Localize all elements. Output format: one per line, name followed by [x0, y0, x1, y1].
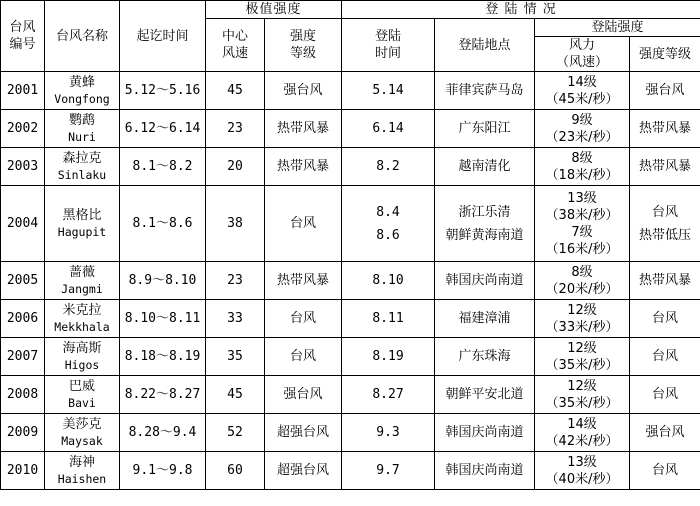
peak-level: 强台风 — [265, 72, 342, 110]
landfall-speed-value: （38米/秒） — [545, 207, 619, 223]
landfall-place — [435, 262, 535, 300]
landfall-place-value: 浙江乐清 — [458, 204, 511, 220]
landfall-time-value: 5.14 — [372, 83, 404, 98]
landfall-place-value: 韩国庆尚南道 — [445, 425, 524, 440]
table-row — [1, 262, 700, 300]
landfall-time — [342, 300, 435, 338]
landfall-speed-value: （33米/秒） — [545, 319, 619, 335]
landfall-level-value: 台风 — [652, 349, 679, 364]
landfall-time-value: 9.7 — [376, 463, 400, 478]
peak-level: 台风 — [265, 186, 342, 262]
landfall-place — [435, 186, 535, 262]
landfall-level — [630, 148, 700, 186]
landfall-speed-value: （35米/秒） — [545, 357, 619, 373]
table-row — [1, 338, 700, 376]
landfall-place — [435, 72, 535, 110]
landfall-place-value: 越南清化 — [458, 159, 511, 174]
peak-wind: 45 — [206, 376, 265, 414]
typhoon-name-cn: 蔷薇 — [68, 264, 95, 280]
landfall-level-value: 热带风暴 — [639, 121, 692, 136]
header-landfall-wind: 风力 （风速） — [535, 37, 630, 72]
peak-level: 超强台风 — [265, 452, 342, 490]
typhoon-id: 2003 — [1, 148, 45, 186]
table-row — [1, 72, 700, 110]
peak-wind: 35 — [206, 338, 265, 376]
typhoon-name-en: Maysak — [61, 433, 103, 448]
typhoon-name-en: Higos — [64, 357, 100, 372]
landfall-force — [535, 452, 630, 490]
typhoon-name-cn: 美莎克 — [62, 416, 102, 432]
landfall-place-value: 韩国庆尚南道 — [445, 463, 524, 478]
landfall-place-value: 广东阳江 — [458, 121, 511, 136]
landfall-speed-value: （42米/秒） — [545, 433, 619, 449]
typhoon-name-en: Bavi — [68, 395, 96, 410]
landfall-force — [535, 338, 630, 376]
landfall-level — [630, 300, 700, 338]
landfall-time — [342, 262, 435, 300]
header-landfall-time: 登陆 时间 — [342, 19, 435, 72]
typhoon-name-en: Mekkhala — [54, 319, 110, 334]
peak-level: 热带风暴 — [265, 262, 342, 300]
landfall-force-value: 14级 — [567, 74, 597, 90]
header-peak-group: 极值强度 — [206, 1, 342, 19]
typhoon-period: 5.12～5.16 — [120, 72, 206, 110]
peak-level: 强台风 — [265, 376, 342, 414]
typhoon-name-cn: 森拉克 — [62, 150, 102, 166]
table-row — [1, 148, 700, 186]
landfall-force-value: 9级 — [571, 112, 593, 128]
landfall-speed-value: （18米/秒） — [545, 167, 619, 183]
landfall-force-value: 13级 — [567, 454, 597, 470]
landfall-level-value: 热带低压 — [639, 227, 692, 243]
table-row — [1, 300, 700, 338]
typhoon-name-en: Haishen — [57, 471, 107, 486]
typhoon-id: 2006 — [1, 300, 45, 338]
landfall-time — [342, 338, 435, 376]
typhoon-period: 8.10～8.11 — [120, 300, 206, 338]
typhoon-period: 8.9～8.10 — [120, 262, 206, 300]
landfall-level — [630, 72, 700, 110]
typhoon-name-en: Sinlaku — [57, 167, 107, 182]
peak-wind: 33 — [206, 300, 265, 338]
landfall-force-value: 13级 — [567, 190, 597, 206]
peak-wind: 45 — [206, 72, 265, 110]
landfall-place — [435, 452, 535, 490]
typhoon-id: 2010 — [1, 452, 45, 490]
typhoon-name — [45, 338, 120, 376]
landfall-place — [435, 338, 535, 376]
typhoon-name — [45, 72, 120, 110]
typhoon-period: 8.1～8.6 — [120, 186, 206, 262]
typhoon-period: 8.18～8.19 — [120, 338, 206, 376]
typhoon-name — [45, 262, 120, 300]
typhoon-name — [45, 376, 120, 414]
typhoon-name-cn: 巴威 — [68, 378, 95, 394]
landfall-place-value: 广东珠海 — [458, 349, 511, 364]
landfall-speed-value: （16米/秒） — [545, 241, 619, 257]
typhoon-period: 8.22～8.27 — [120, 376, 206, 414]
header-name: 台风名称 — [45, 1, 120, 72]
landfall-level — [630, 338, 700, 376]
peak-level: 台风 — [265, 300, 342, 338]
landfall-force-value: 12级 — [567, 302, 597, 318]
landfall-place-value: 福建漳浦 — [458, 311, 511, 326]
landfall-time-value: 8.19 — [372, 349, 404, 364]
landfall-force — [535, 414, 630, 452]
peak-wind: 23 — [206, 110, 265, 148]
typhoon-name-cn: 米克拉 — [62, 302, 102, 318]
typhoon-id: 2002 — [1, 110, 45, 148]
landfall-force — [535, 262, 630, 300]
typhoon-name-en: Jangmi — [61, 281, 103, 296]
landfall-place — [435, 110, 535, 148]
landfall-speed-value: （20米/秒） — [545, 281, 619, 297]
landfall-force — [535, 110, 630, 148]
peak-wind: 60 — [206, 452, 265, 490]
landfall-level — [630, 414, 700, 452]
landfall-level — [630, 110, 700, 148]
typhoon-id: 2001 — [1, 72, 45, 110]
typhoon-name — [45, 414, 120, 452]
landfall-place — [435, 148, 535, 186]
landfall-place-value: 朝鲜平安北道 — [445, 387, 524, 402]
landfall-place — [435, 414, 535, 452]
typhoon-id: 2008 — [1, 376, 45, 414]
landfall-level — [630, 186, 700, 262]
landfall-place — [435, 300, 535, 338]
typhoon-id: 2009 — [1, 414, 45, 452]
peak-wind: 23 — [206, 262, 265, 300]
typhoon-name-cn: 黄蜂 — [68, 74, 95, 90]
header-landfall-level: 强度等级 — [630, 37, 700, 72]
landfall-time-value: 8.6 — [376, 227, 400, 243]
landfall-time — [342, 186, 435, 262]
typhoon-period: 6.12～6.14 — [120, 110, 206, 148]
typhoon-name — [45, 186, 120, 262]
landfall-level-value: 台风 — [652, 204, 679, 220]
typhoon-name-en: Vongfong — [54, 91, 110, 106]
landfall-time-value: 8.4 — [376, 204, 400, 220]
peak-level: 热带风暴 — [265, 110, 342, 148]
landfall-speed-value: （40米/秒） — [545, 471, 619, 487]
peak-wind: 52 — [206, 414, 265, 452]
typhoon-period: 9.1～9.8 — [120, 452, 206, 490]
landfall-level — [630, 262, 700, 300]
landfall-level-value: 台风 — [652, 387, 679, 402]
table-row — [1, 186, 700, 262]
peak-wind: 38 — [206, 186, 265, 262]
landfall-place-value: 菲律宾萨马岛 — [445, 83, 524, 98]
landfall-force-value: 12级 — [567, 340, 597, 356]
landfall-time — [342, 72, 435, 110]
typhoon-period: 8.1～8.2 — [120, 148, 206, 186]
landfall-level-value: 热带风暴 — [639, 159, 692, 174]
landfall-force — [535, 376, 630, 414]
landfall-force-value: 14级 — [567, 416, 597, 432]
landfall-time — [342, 376, 435, 414]
landfall-time-value: 6.14 — [372, 121, 404, 136]
header-period: 起讫时间 — [120, 1, 206, 72]
landfall-time-value: 8.10 — [372, 273, 404, 288]
landfall-time — [342, 110, 435, 148]
landfall-force — [535, 72, 630, 110]
landfall-force-value: 8级 — [571, 264, 593, 280]
typhoon-id: 2004 — [1, 186, 45, 262]
landfall-place-value: 朝鲜黄海南道 — [445, 227, 524, 243]
typhoon-name — [45, 148, 120, 186]
typhoon-name-cn: 海神 — [68, 454, 95, 470]
typhoon-name-en: Hagupit — [57, 224, 107, 239]
landfall-level-value: 强台风 — [645, 425, 685, 440]
landfall-level-value: 台风 — [652, 311, 679, 326]
landfall-force-value: 7级 — [571, 224, 593, 240]
table-row — [1, 414, 700, 452]
header-landfall-intensity-group: 登陆强度 — [535, 19, 700, 37]
landfall-level-value: 台风 — [652, 463, 679, 478]
landfall-force-value: 8级 — [571, 150, 593, 166]
landfall-time-value: 9.3 — [376, 425, 400, 440]
landfall-force — [535, 148, 630, 186]
typhoon-name — [45, 110, 120, 148]
landfall-time — [342, 452, 435, 490]
header-peak-level: 强度 等级 — [265, 19, 342, 72]
typhoon-period: 8.28～9.4 — [120, 414, 206, 452]
landfall-level-value: 强台风 — [645, 83, 685, 98]
landfall-time — [342, 148, 435, 186]
landfall-time-value: 8.11 — [372, 311, 404, 326]
landfall-place — [435, 376, 535, 414]
typhoon-name — [45, 300, 120, 338]
typhoon-name — [45, 452, 120, 490]
header-landfall-group: 登 陆 情 况 — [342, 1, 700, 19]
header-id: 台风 编号 — [1, 1, 45, 72]
landfall-time-value: 8.2 — [376, 159, 400, 174]
landfall-force — [535, 186, 630, 262]
landfall-time-value: 8.27 — [372, 387, 404, 402]
table-row — [1, 110, 700, 148]
landfall-place-value: 韩国庆尚南道 — [445, 273, 524, 288]
header-peak-wind: 中心 风速 — [206, 19, 265, 72]
table-row — [1, 452, 700, 490]
landfall-level — [630, 452, 700, 490]
typhoon-name-en: Nuri — [68, 129, 96, 144]
peak-level: 台风 — [265, 338, 342, 376]
landfall-speed-value: （23米/秒） — [545, 129, 619, 145]
table-row — [1, 376, 700, 414]
landfall-speed-value: （45米/秒） — [545, 91, 619, 107]
typhoon-name-cn: 鹦鹉 — [68, 112, 95, 128]
typhoon-id: 2005 — [1, 262, 45, 300]
landfall-level — [630, 376, 700, 414]
peak-level: 超强台风 — [265, 414, 342, 452]
header-landfall-place: 登陆地点 — [435, 19, 535, 72]
landfall-force — [535, 300, 630, 338]
landfall-level-value: 热带风暴 — [639, 273, 692, 288]
typhoon-id: 2007 — [1, 338, 45, 376]
landfall-time — [342, 414, 435, 452]
peak-wind: 20 — [206, 148, 265, 186]
typhoon-name-cn: 海高斯 — [62, 340, 102, 356]
landfall-speed-value: （35米/秒） — [545, 395, 619, 411]
typhoon-name-cn: 黑格比 — [62, 207, 102, 223]
peak-level: 热带风暴 — [265, 148, 342, 186]
landfall-force-value: 12级 — [567, 378, 597, 394]
